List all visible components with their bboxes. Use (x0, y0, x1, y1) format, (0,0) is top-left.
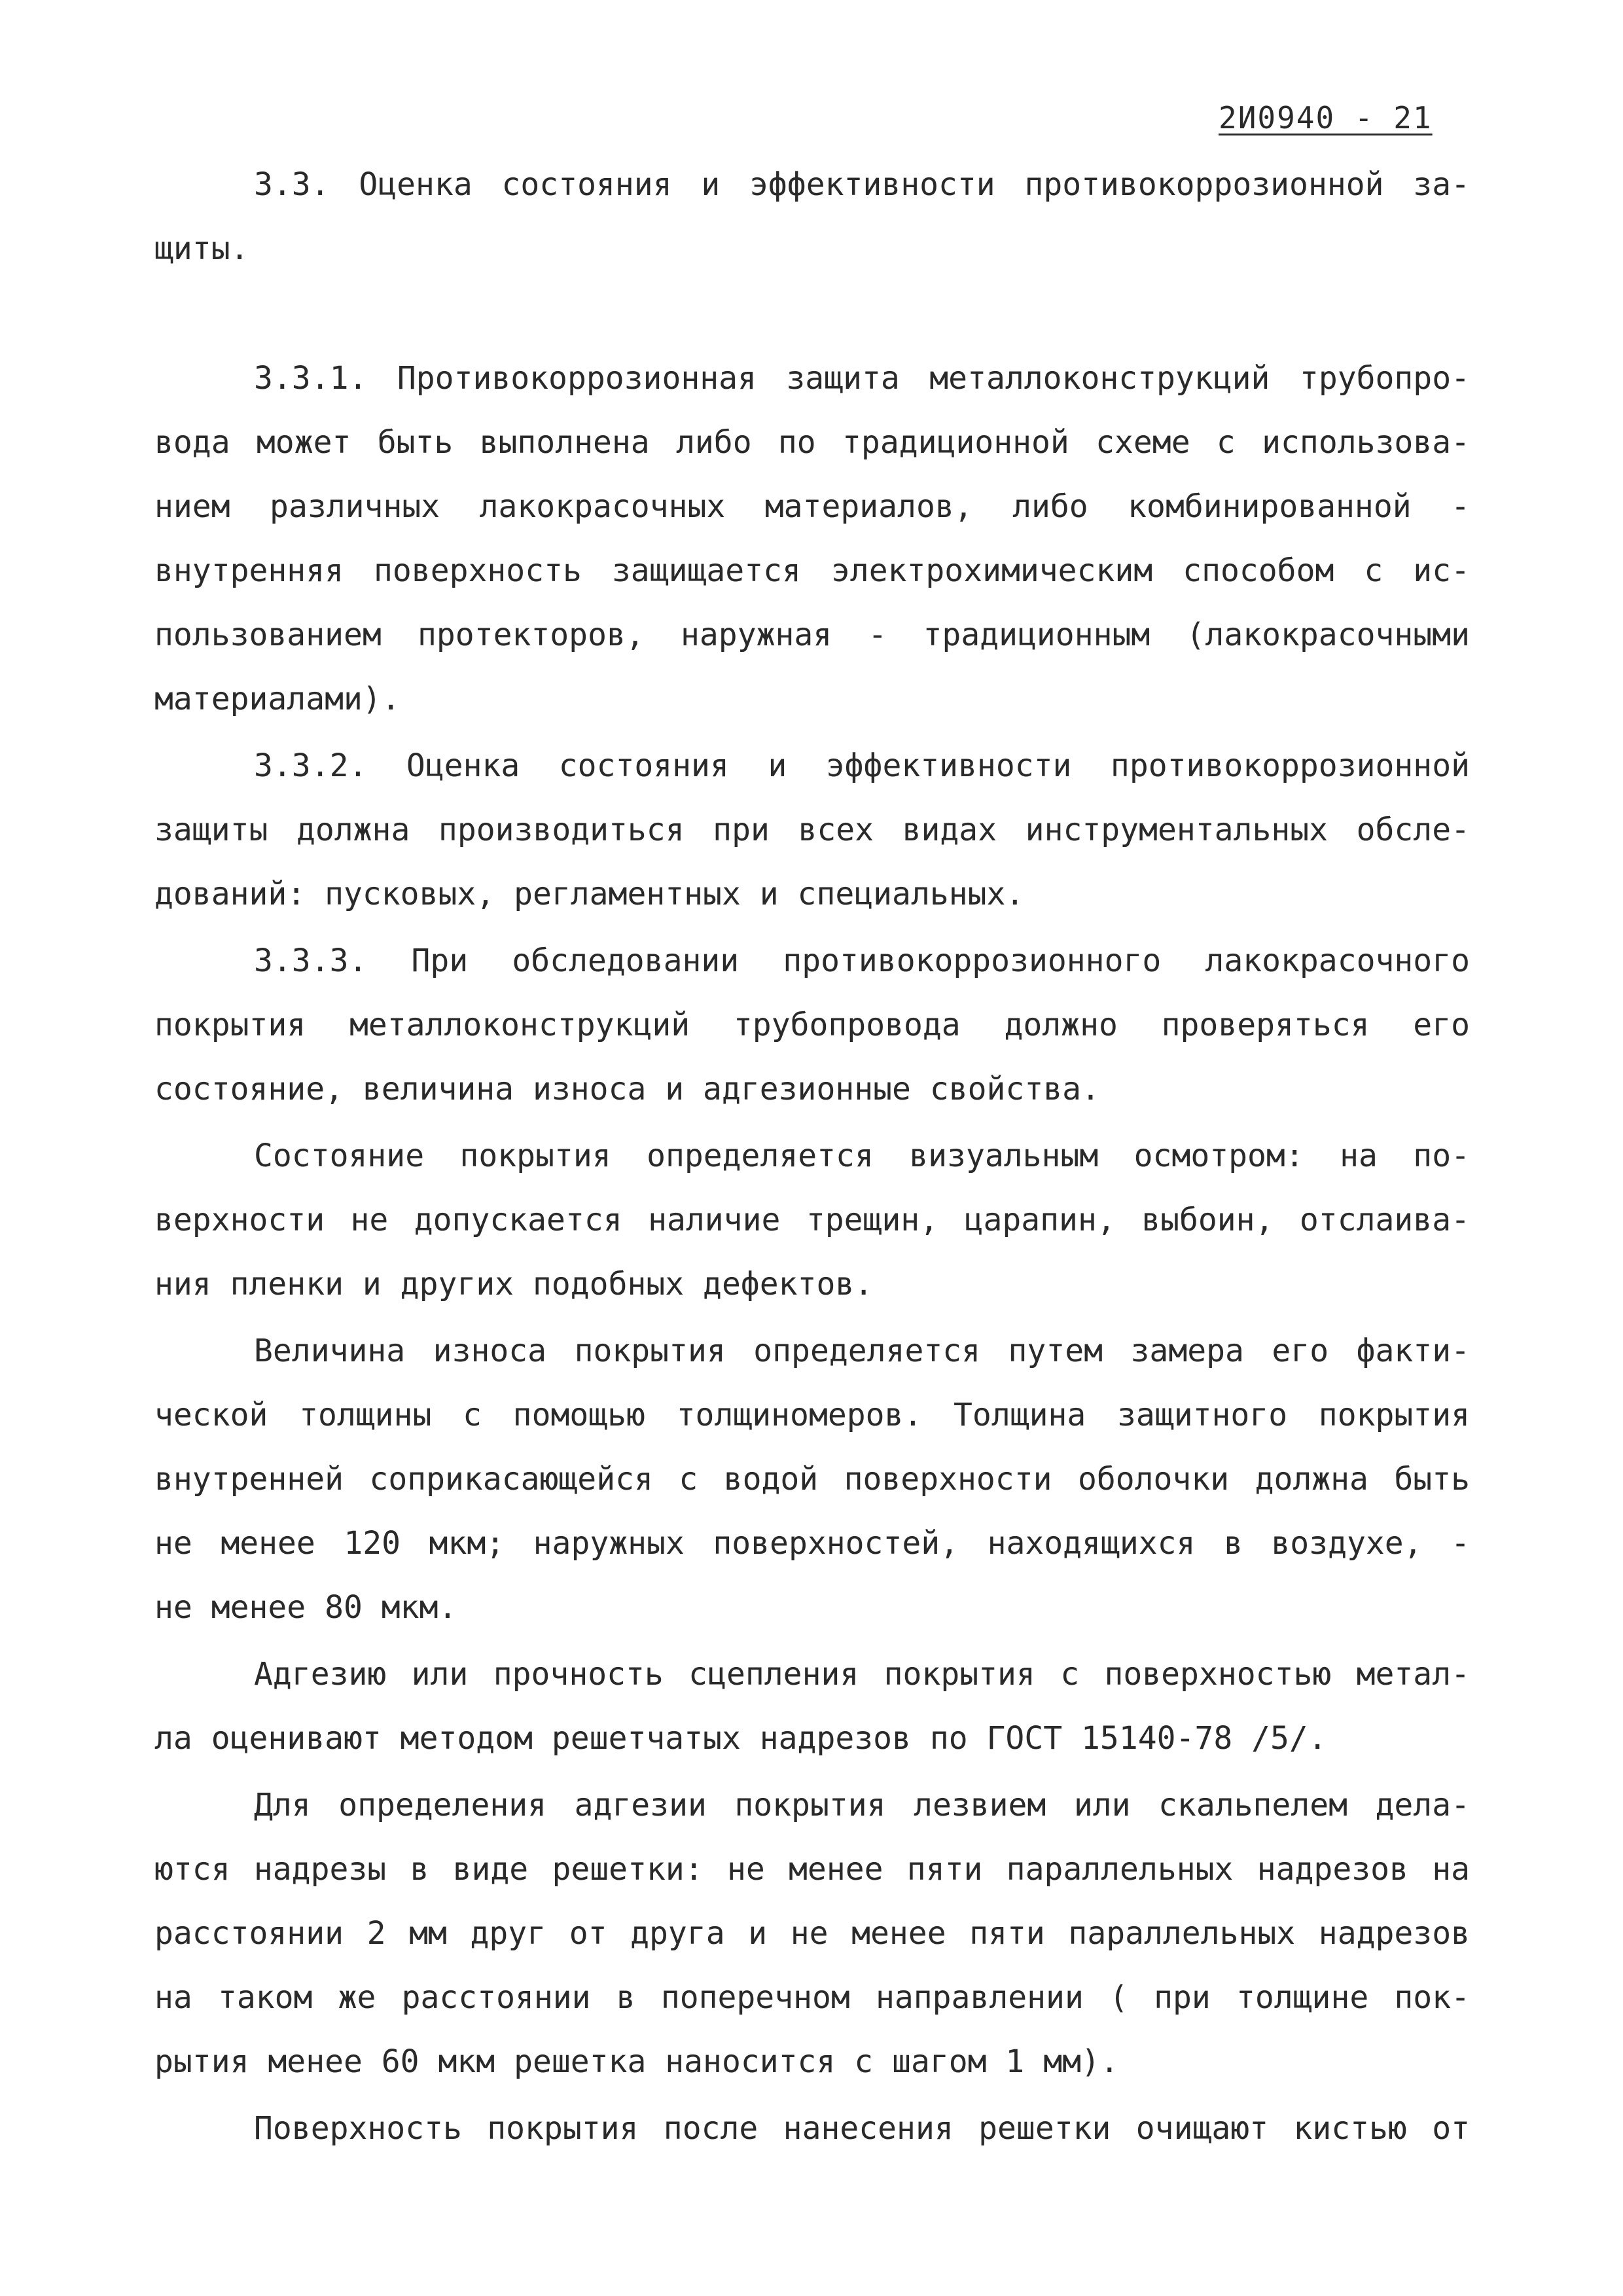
text-line: защиты должна производиться при всех видах инструментальных обсле- (154, 812, 1470, 848)
text-line: 3.3.2. Оценка состояния и эффективности противокоррозионной (254, 747, 1470, 784)
text-line: 3.3.3. При обследовании противокоррозионного лакокрасочного (254, 942, 1470, 979)
text-line: ческой толщины с помощью толщиномеров. Толщина защитного покрытия (154, 1397, 1470, 1433)
page-number: 2И0940 - 21 (1219, 100, 1433, 135)
text-line: ния пленки и других подобных дефектов. (154, 1266, 874, 1302)
text-line: 3.3.1. Противокоррозионная защита металлоконструкций трубопро- (254, 360, 1470, 397)
text-line: не менее 80 мкм. (154, 1589, 457, 1626)
text-line: расстоянии 2 мм друг от друга и не менее пяти параллельных надрезов (154, 1915, 1470, 1952)
text-line: Состояние покрытия определяется визуальным осмотром: на по- (254, 1138, 1470, 1174)
text-line: на таком же расстоянии в поперечном направлении ( при толщине пок- (154, 1979, 1470, 2016)
text-line: вода может быть выполнена либо по традиционной схеме с использова- (154, 424, 1470, 461)
text-line: Адгезию или прочность сцепления покрытия с поверхностью метал- (254, 1656, 1470, 1693)
text-line: материалами). (154, 681, 401, 717)
text-line: нием различных лакокрасочных материалов, либо комбинированной - (154, 488, 1470, 525)
text-line: покрытия металлоконструкций трубопровода должно проверяться его (154, 1007, 1470, 1043)
text-line: не менее 120 мкм; наружных поверхностей, находящихся в воздухе, - (154, 1525, 1470, 1562)
text-line: щиты. (154, 230, 249, 267)
text-line: рытия менее 60 мкм решетка наносится с шагом 1 мм). (154, 2043, 1119, 2080)
text-line: Для определения адгезии покрытия лезвием или скальпелем дела- (254, 1787, 1470, 1823)
text-line: Величина износа покрытия определяется путем замера его факти- (254, 1333, 1470, 1369)
text-line: Поверхность покрытия после нанесения решетки очищают кистью от (254, 2110, 1470, 2147)
text-line: ются надрезы в виде решетки: не менее пяти параллельных надрезов на (154, 1851, 1470, 1888)
text-line: 3.3. Оценка состояния и эффективности противокоррозионной за- (254, 166, 1470, 203)
text-line: пользованием протекторов, наружная - традиционным (лакокрасочными (154, 617, 1470, 653)
text-line: дований: пусковых, регламентных и специальных. (154, 876, 1025, 912)
text-line: внутренняя поверхность защищается электрохимическим способом с ис- (154, 552, 1470, 589)
text-line: внутренней соприкасающейся с водой поверхности оболочки должна быть (154, 1461, 1470, 1498)
text-line: состояние, величина износа и адгезионные свойства. (154, 1071, 1100, 1107)
text-line: ла оценивают методом решетчатых надрезов по ГОСТ 15140-78 /5/. (154, 1720, 1327, 1757)
text-line: верхности не допускается наличие трещин, царапин, выбоин, отслаива- (154, 1202, 1470, 1238)
